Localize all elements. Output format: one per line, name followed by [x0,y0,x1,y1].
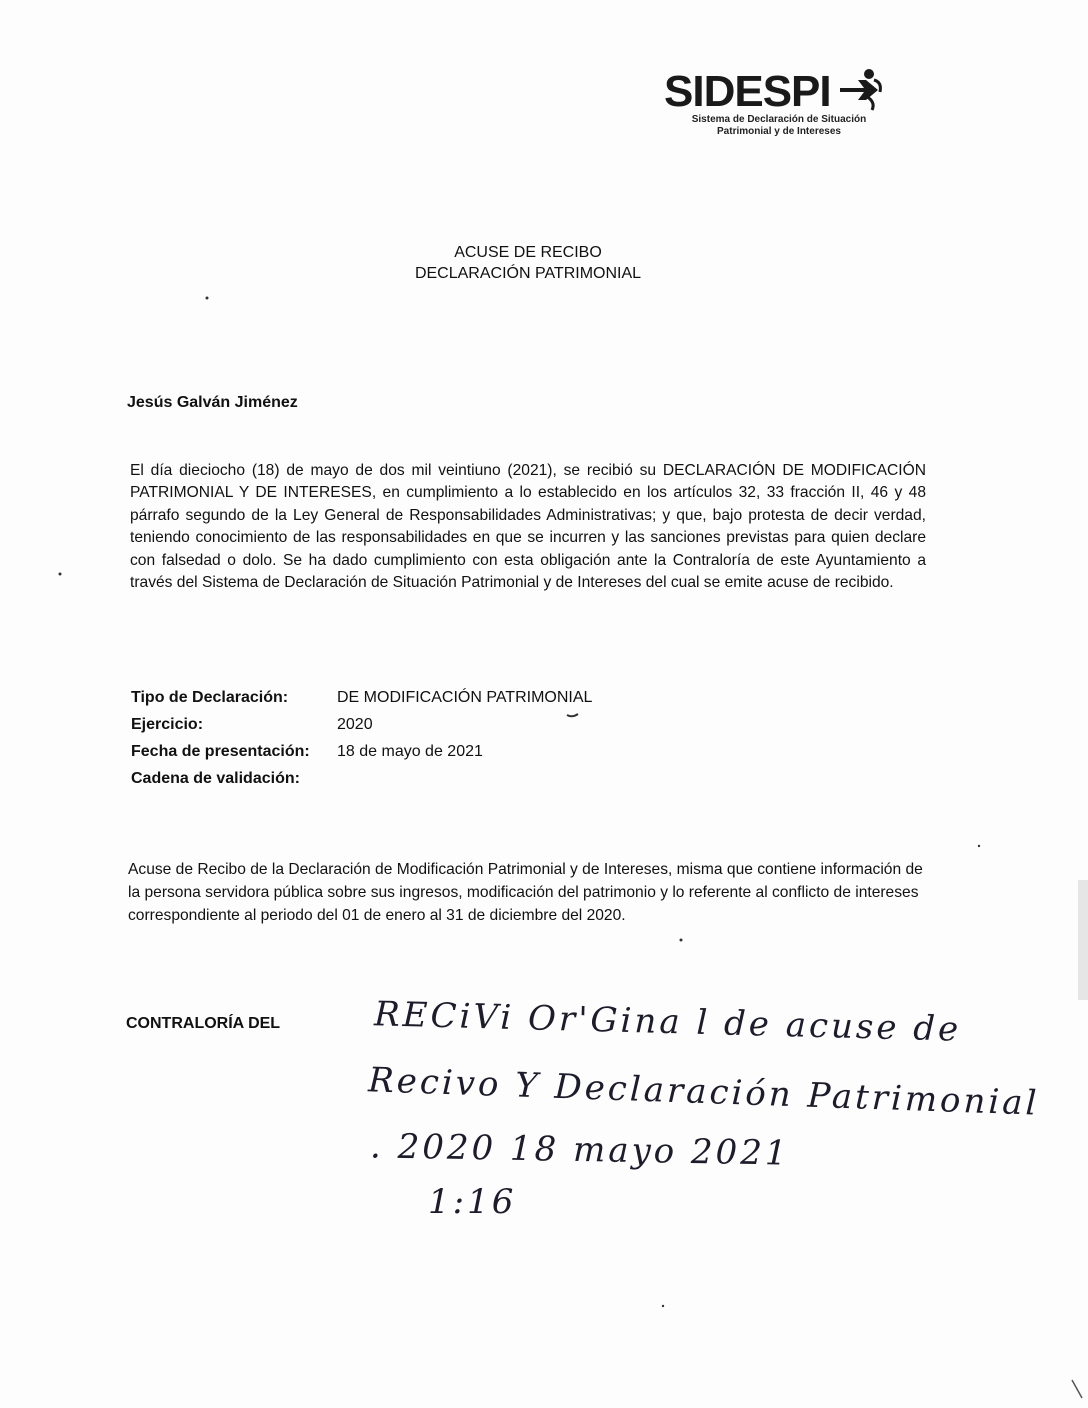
sidespi-logo [658,66,898,146]
logo-subtitle [664,114,894,138]
declaration-details [131,684,592,792]
logo-subtitle-line1: Sistema de Declaración de Situación [691,114,867,125]
detail-row-tipo [131,684,592,711]
title-line-1: ACUSE DE RECIBO [454,244,602,261]
detail-row-cadena [131,765,592,792]
detail-label: Cadena de validación: [131,770,300,787]
running-figure-arrow-icon [836,66,886,112]
logo-wordmark: SIDESPI [664,67,831,116]
recipient-name: Jesús Galván Jiménez [127,394,298,411]
detail-row-fecha [131,738,592,765]
body-paragraph: El día dieciocho (18) de mayo de dos mil veintiuno (2021), se recibió su DECLARACIÓN DE MODIFICACIÓN PATRIMONIAL Y DE INTERESES, en cumplimiento a lo establecido en los artículos 32, 33 fracción II, 46 y 48 párrafo segundo de la Ley General de Responsabilidades Administrativas; y que, bajo protesta de decir verdad, teniendo conocimiento de las responsabilidades en que se incurren y las sanciones previstas para quien declare con falsedad o dolo. Se ha dado cumplimiento con esta obligación ante la Contraloría de este Ayuntamiento a través del Sistema de Declaración de Situación Patrimonial y de Intereses del cual se emite acuse de recibido. [130,462,926,592]
document-title [0,242,1088,284]
handwritten-line-2: Recivo Y Declaración Patrimonial [367,1060,1041,1124]
footer-paragraph: Acuse de Recibo de la Declaración de Modificación Patrimonial y de Intereses, misma que contiene información de la persona servidora pública sobre sus ingresos, modificación del patrimonio y lo referente al conflicto de intereses correspondiente al periodo del 01 de enero al 31 de diciembre del 2020. [128,861,923,924]
handwritten-line-3: . 2020 18 mayo 2021 [369,1126,790,1174]
signatory-label: CONTRALORÍA DEL [126,1015,281,1032]
handwritten-line-4: 1:16 [428,1182,517,1222]
detail-label: Tipo de Declaración: [131,689,289,706]
detail-row-ejercicio [131,711,592,738]
logo-subtitle-line2: Patrimonial y de Intereses [717,126,841,137]
handwritten-note [360,992,1040,1232]
detail-value: 2020 [337,716,373,733]
detail-value: 18 de mayo de 2021 [337,743,483,760]
handwritten-line-1: RECiVi Or'Gina l de acuse de [373,994,962,1050]
detail-label: Fecha de presentación: [131,743,310,760]
detail-label: Ejercicio: [131,716,204,733]
title-line-2: DECLARACIÓN PATRIMONIAL [414,265,642,282]
detail-value: DE MODIFICACIÓN PATRIMONIAL [337,689,593,706]
